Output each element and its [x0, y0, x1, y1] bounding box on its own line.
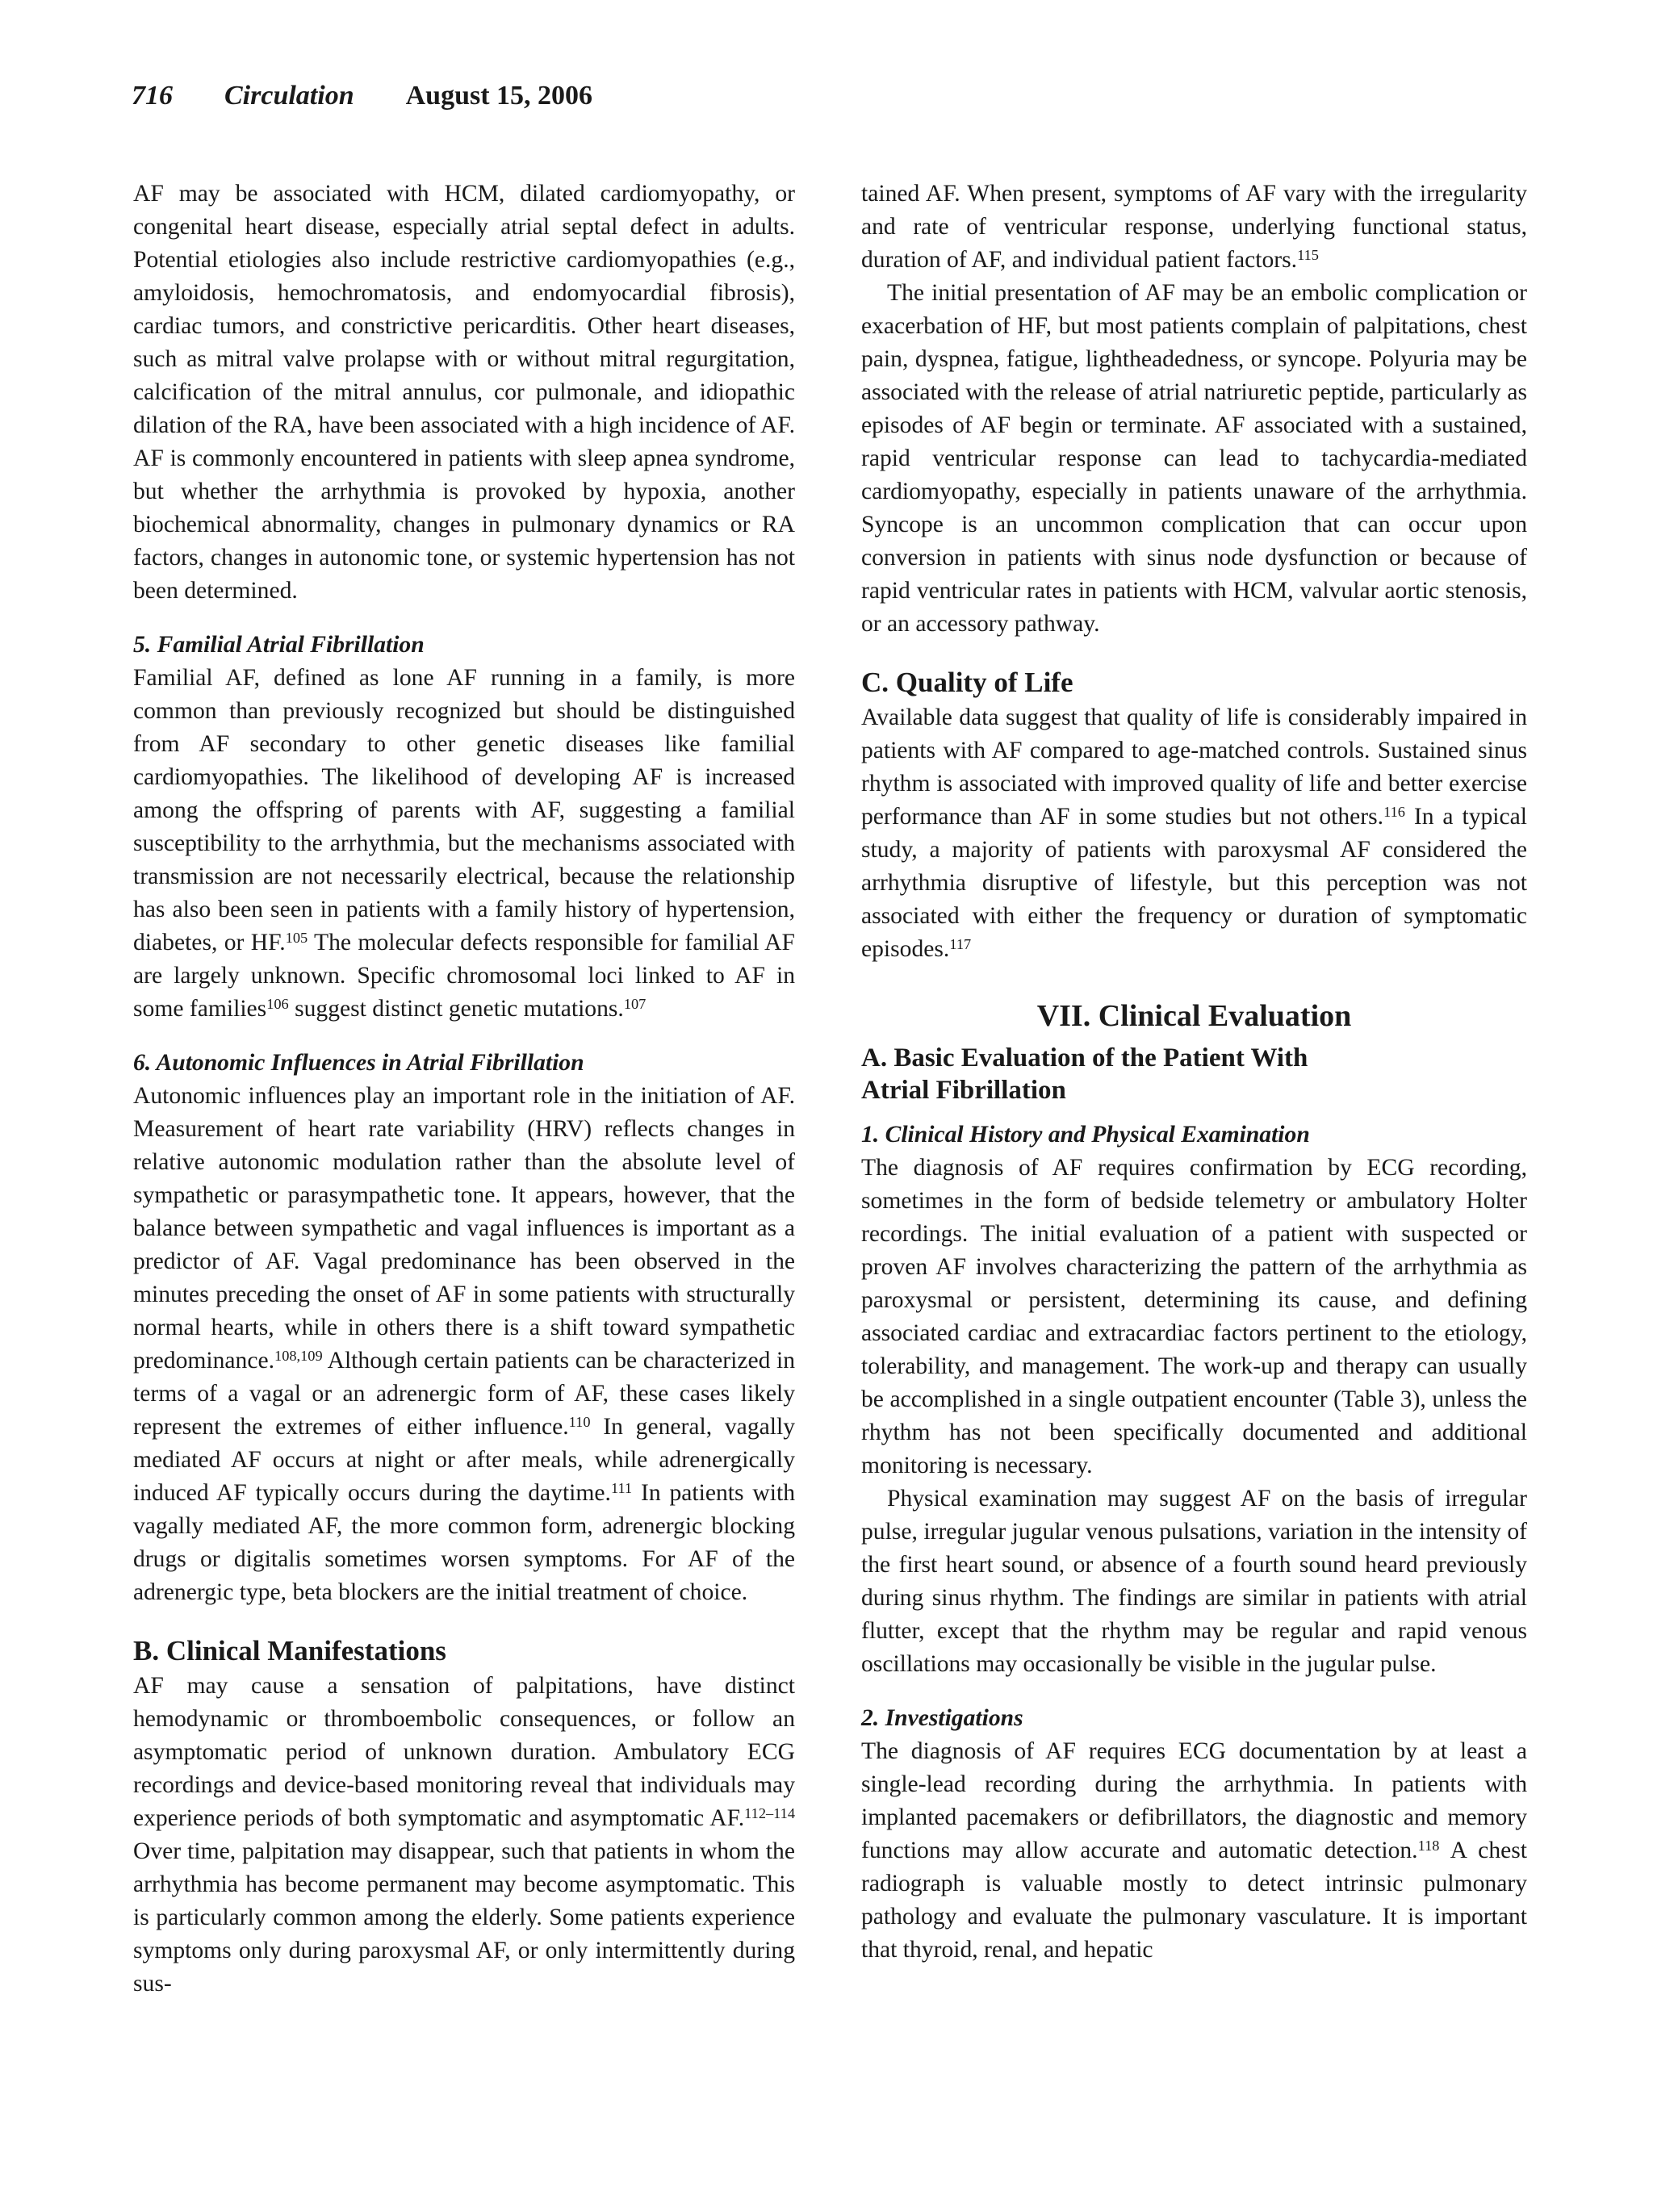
paragraph-etiologies: AF may be associated with HCM, dilated cardiomyopathy, or congenital heart disease, especially atrial septal defect in adults. Potential etiologies also include restrictive cardiomyopathies (e.g., amyloidosis, hemochromatosis, and endomyocardial fibrosis), cardiac tumors, and constrictive pericarditis. Other heart diseases, such as mitral valve prolapse with or without mitral regurgitation, calcification of the mitral annulus, cor pulmonale, and idiopathic dilation of the RA, have been associated with a high incidence of AF. AF is commonly encountered in patients with sleep apnea syndrome, but whether the arrhythmia is provoked by hypoxia, another biochemical abnormality, changes in pulmonary dynamics or RA factors, changes in autonomic tone, or systemic hypertension has not been determined. [133, 181, 795, 604]
heading-investigations: 2. Investigations [861, 1705, 1023, 1731]
paragraph-initial-presentation: The initial presentation of AF may be an embolic complication or exacerbation of HF, but most patients complain of palpitations, chest pain, dyspnea, fatigue, lightheadedness, or syncope. Polyuria may be associated with the release of atrial natriuretic peptide, particularly as episodes of AF begin or terminate. AF associated with a sustained, rapid ventricular response can lead to tachycardia-mediated cardiomyopathy, especially in patients unaware of the arrhythmia. Syncope is an uncommon complication that can occur upon conversion in patients with sinus node dysfunction or because of rapid ventricular rates in patients with HCM, valvular aortic stenosis, or an accessory pathway. [861, 280, 1527, 637]
paragraph-autonomic-influences: Autonomic influences play an important role in the initiation of AF. Measurement of heart rate variability (HRV) reflects changes in relative autonomic modulation rather than the absolute level of sympathetic or parasympathetic tone. It appears, however, that the balance between sympathetic and vagal influences is important as a predictor of AF. Vagal predominance has been observed in the minutes preceding the onset of AF in some patients with structurally normal hearts, while in others there is a shift toward sympathetic predominance.$^{108,109}$ Although certain patients can be characterized in terms of a vagal or an adrenergic form of AF, these cases likely represent the extremes of either influence.$^{110}$ In general, vagally mediated AF occurs at night or after meals, while adrenergically induced AF typically occurs during the daytime.$^{111}$ In patients with vagally mediated AF, the more common form, adrenergic blocking drugs or digitalis sometimes worsen symptoms. For AF of the adrenergic type, beta blockers are the initial treatment of choice. [133, 1083, 795, 1605]
heading-clinical-manifestations: B. Clinical Manifestations [133, 1635, 446, 1666]
page-number: 716 [132, 81, 173, 111]
citation: 115 [1297, 246, 1319, 263]
issue-date: August 15, 2006 [405, 81, 593, 111]
left-column [133, 178, 795, 2001]
heading-basic-evaluation: A. Basic Evaluation of the Patient With Atrial Fibrillation [861, 1043, 1308, 1105]
citation: 117 [949, 935, 972, 952]
heading-autonomic-influences: 6. Autonomic Influences in Atrial Fibrillation [133, 1050, 584, 1076]
citation: 116 [1383, 803, 1405, 820]
running-header [132, 81, 644, 111]
citation: 105 [285, 929, 308, 946]
paragraph-clinical-manifestations: AF may cause a sensation of palpitations, have distinct hemodynamic or thromboembolic consequences, or follow an asymptomatic period of unknown duration. Ambulatory ECG recordings and device-based monitoring reveal that individuals may experience periods of both symptomatic and asymptomatic AF.$^{112-114}$ Over time, palpitation may disappear, such that patients in whom the arrhythmia has become permanent may become asymptomatic. This is particularly common among the elderly. Some patients experience symptoms only during paroxysmal AF, or only intermittently during sus- [133, 1673, 795, 1997]
citation: 112–114 [744, 1804, 795, 1821]
heading-familial-af: 5. Familial Atrial Fibrillation [133, 632, 425, 658]
right-column [861, 178, 1527, 1967]
heading-quality-of-life: C. Quality of Life [861, 667, 1073, 698]
section-title-clinical-evaluation: VII. Clinical Evaluation [1036, 999, 1352, 1033]
paragraph-familial-af: Familial AF, defined as lone AF running in a family, is more common than previously recognized but should be distinguished from AF secondary to other genetic diseases like familial cardiomyopathies. The likelihood of developing AF is increased among the offspring of parents with AF, suggesting a familial susceptibility to the arrhythmia, but the mechanisms associated with transmission are not necessarily electrical, because the relationship has also been seen in patients with a family history of hypertension, diabetes, or HF.$^{105}$ The molecular defects responsible for familial AF are largely unknown. Specific chromosomal loci linked to AF in some families$^{106}$ suggest distinct genetic mutations.$^{107}$ [133, 665, 796, 1022]
paragraph-physical-examination: Physical examination may suggest AF on the basis of irregular pulse, irregular jugular venous pulsations, variation in the intensity of the first heart sound, or absence of a fourth sound heard previously during sinus rhythm. The findings are similar in patients with atrial flutter, except that the rhythm may be regular and rapid venous oscillations may occasionally be visible in the jugular pulse. [861, 1486, 1527, 1677]
paragraph-investigations: The diagnosis of AF requires ECG documentation by at least a single-lead recording during the arrhythmia. In patients with implanted pacemakers or defibrillators, the diagnostic and memory functions may allow accurate and automatic detection.$^{118}$ A chest radiograph is valuable mostly to detect intrinsic pulmonary pathology and evaluate the pulmonary vasculature. It is important that thyroid, renal, and hepatic [861, 1738, 1527, 1963]
paragraph-clinical-history: The diagnosis of AF requires confirmation by ECG recording, sometimes in the form of bedside telemetry or ambulatory Holter recordings. The initial evaluation of a patient with suspected or proven AF involves characterizing the pattern of the arrhythmia as paroxysmal or persistent, determining its cause, and defining associated cardiac and extracardiac factors pertinent to the etiology, tolerability, and management. The work-up and therapy can usually be accomplished in a single outpatient encounter (Table 3), unless the rhythm has not been specifically documented and additional monitoring is necessary. [861, 1155, 1527, 1478]
journal-name: Circulation [224, 81, 354, 111]
paragraph-quality-of-life: Available data suggest that quality of life is considerably impaired in patients with AF compared to age-matched controls. Sustained sinus rhythm is associated with improved quality of life and better exercise performance than AF in some studies but not others.$^{116}$ In a typical study, a majority of patients with paroxysmal AF considered the arrhythmia disruptive of lifestyle, but this perception was not associated with either the frequency or duration of symptomatic episodes.$^{117}$ [861, 705, 1527, 962]
paragraph-symptoms-continued: tained AF. When present, symptoms of AF vary with the irregularity and rate of ventricular response, underlying functional status, duration of AF, and individual patient factors.$^{115}$ [861, 181, 1527, 273]
citation: 107 [623, 995, 647, 1012]
citation: 111 [610, 1479, 633, 1496]
citation: 108,109 [274, 1347, 323, 1364]
citation: 118 [1417, 1837, 1440, 1854]
citation: 110 [568, 1413, 591, 1430]
citation: 106 [266, 995, 289, 1012]
heading-clinical-history: 1. Clinical History and Physical Examination [861, 1122, 1310, 1148]
